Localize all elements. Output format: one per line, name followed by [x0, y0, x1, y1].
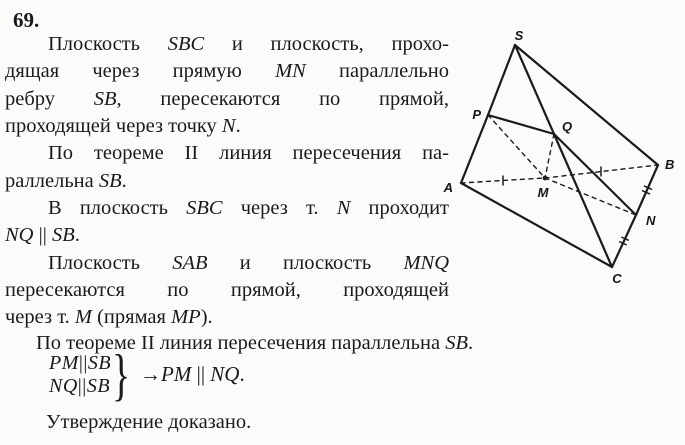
formula-brace: }	[112, 343, 131, 406]
text-run: .	[74, 224, 80, 247]
text-run: По теореме II линия пересечения па-	[48, 142, 449, 165]
math-symbol: SB	[445, 332, 468, 354]
text-run: (прямая	[91, 306, 172, 329]
math-symbol: SB	[93, 87, 117, 110]
solution-line	[5, 58, 449, 85]
math-symbol: SAB	[172, 251, 208, 274]
solution-line	[5, 277, 449, 304]
text-run: пересекаются по прямой, проходящей	[5, 279, 449, 302]
solution-line	[5, 304, 449, 331]
text-run: и плоскость, прохо-	[204, 33, 449, 55]
text-run: Плоскость	[48, 251, 173, 274]
math-symbol: SB	[87, 352, 112, 374]
text-run: ).	[200, 306, 213, 329]
edge-dashed	[545, 134, 554, 178]
formula-rows	[49, 352, 111, 397]
solution-line	[5, 222, 449, 249]
edge-solid	[488, 115, 554, 134]
point-label: A	[443, 180, 453, 195]
text-run: Плоскость	[48, 33, 168, 55]
point-label: P	[472, 107, 481, 122]
math-symbol: PM	[161, 362, 192, 386]
math-symbol: MNQ	[403, 251, 449, 274]
math-symbol: MN	[275, 60, 306, 83]
edge-solid	[461, 183, 612, 267]
text-run: и плоскость	[207, 251, 404, 274]
solution-line	[5, 250, 449, 277]
formula-block	[49, 343, 245, 406]
text-run: проходящей через точку	[5, 115, 222, 138]
math-symbol: M	[74, 306, 92, 329]
text-run: →	[140, 362, 162, 386]
edge-solid	[488, 45, 515, 115]
text-run: параллельно	[305, 60, 449, 83]
edge-dashed	[545, 178, 636, 215]
math-symbol: NQ	[49, 374, 78, 397]
text-run: .	[121, 169, 127, 192]
text-run: ||	[77, 374, 87, 397]
point-label: B	[665, 157, 675, 172]
text-run: раллельна	[5, 169, 99, 192]
solution-line	[5, 113, 449, 140]
point-label: S	[514, 28, 524, 43]
math-symbol: PM	[49, 352, 79, 374]
edge-solid	[554, 134, 636, 215]
solution-line	[5, 195, 449, 222]
edge-solid	[515, 45, 658, 165]
text-run: , пересекаются по прямой,	[116, 87, 449, 110]
text-run: ребру	[5, 87, 94, 110]
text-run: .	[235, 115, 241, 138]
text-run: через т.	[222, 197, 337, 220]
edge-solid	[461, 115, 488, 183]
text-run: ||	[78, 352, 88, 374]
math-symbol: N	[336, 197, 351, 220]
math-symbol: SBC	[186, 197, 223, 220]
text-run: ||	[191, 362, 211, 386]
point-label: Q	[562, 119, 573, 134]
math-symbol: MP	[171, 306, 201, 329]
math-symbol: SB	[51, 224, 75, 247]
text-run: ||	[33, 224, 52, 247]
formula-row	[49, 352, 111, 375]
point-dot	[543, 176, 548, 181]
math-symbol: NQ	[5, 224, 34, 247]
formula-row	[49, 375, 111, 398]
edge-solid	[636, 165, 658, 215]
text-run: проходит	[350, 197, 449, 220]
edge-dashed	[488, 115, 545, 178]
text-run: Утверждение доказано.	[46, 411, 252, 433]
text-run: .	[239, 362, 245, 386]
text-run: .	[468, 332, 474, 354]
text-run: По теореме II линия пересечения параллельна	[36, 332, 446, 354]
geometry-figure	[440, 25, 685, 295]
text-run: через т.	[5, 306, 75, 329]
point-label: N	[646, 213, 656, 228]
solution-line	[5, 140, 449, 167]
solution-text	[5, 31, 449, 332]
problem-number: 69.	[13, 8, 40, 32]
math-symbol: SB	[86, 374, 111, 397]
point-label: C	[612, 271, 622, 286]
edge-solid	[554, 134, 612, 267]
text-run: В плоскость	[48, 197, 187, 220]
text-run: дящая через прямую	[5, 60, 276, 83]
solution-line	[5, 168, 449, 195]
edge-solid	[612, 215, 636, 267]
solution-line	[5, 31, 449, 58]
point-label: M	[537, 185, 549, 200]
conclusion-line	[46, 409, 251, 435]
math-symbol: NQ	[210, 362, 240, 386]
math-symbol: SB	[98, 169, 122, 192]
formula-result	[140, 362, 245, 387]
solution-line	[5, 86, 449, 113]
math-symbol: N	[221, 115, 236, 138]
edge-solid	[515, 45, 554, 134]
math-symbol: SBC	[167, 33, 205, 55]
